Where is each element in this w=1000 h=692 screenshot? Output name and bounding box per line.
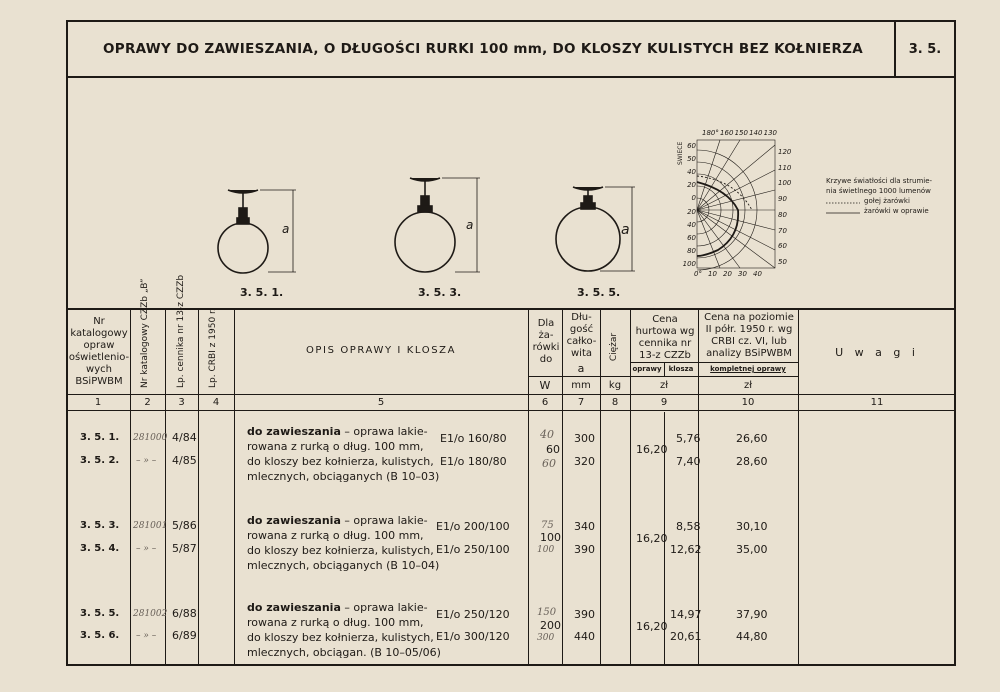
price-complete: 26,60	[736, 432, 768, 445]
price-luminaire: 16,20	[636, 620, 668, 633]
description-bold: do zawieszania	[247, 425, 341, 438]
unit-kg: kg	[608, 380, 622, 391]
column-number: 6	[541, 397, 549, 408]
column-divider	[130, 308, 131, 666]
column-number: 11	[870, 397, 884, 408]
subheader-globe: klosza	[668, 365, 694, 373]
scale-tick: 100	[682, 259, 696, 268]
description-bold: do zawieszania	[247, 601, 341, 614]
description-text: – oprawa lakie-	[340, 601, 428, 614]
header-weight: Ciężar	[609, 332, 619, 362]
price-globe: 20,61	[670, 630, 702, 643]
column-number: 1	[94, 397, 102, 408]
scale-tick: 100	[778, 179, 792, 188]
header-bulb-wattage: Dla ża- rówki do	[532, 318, 560, 365]
czzb-number: – » –	[136, 456, 157, 466]
price-globe: 14,97	[670, 608, 702, 621]
unit-watt: W	[539, 379, 551, 392]
description-line: rowana z rurką o dług. 100 mm,	[247, 616, 424, 629]
unit-zloty: zł	[659, 380, 669, 391]
subheader-complete-luminaire: kompletnej oprawy	[710, 365, 786, 373]
description-line: rowana z rurką o dług. 100 mm,	[247, 440, 424, 453]
scale-tick: 60	[778, 242, 787, 251]
price-globe: 12,62	[670, 543, 702, 556]
price-list-number: 4/85	[172, 454, 197, 467]
wattage-handwritten: 300	[537, 633, 555, 643]
lamp-label: 3. 5. 5.	[577, 286, 621, 299]
scale-tick: 70	[778, 226, 787, 235]
scale-tick: 60	[687, 233, 696, 242]
angle-tick: 150	[734, 129, 748, 137]
scale-tick: 40	[687, 168, 696, 177]
price-globe: 8,58	[676, 520, 701, 533]
lamp-label: 3. 5. 3.	[418, 286, 462, 299]
price-complete: 28,60	[736, 455, 768, 468]
socket-globe-size: E1/o 180/80	[440, 455, 507, 468]
polar-scale-title: SWIECE	[677, 141, 684, 165]
price-list-number: 4/84	[172, 431, 197, 444]
unit-zloty: zł	[743, 380, 753, 391]
header-remarks: U w a g i	[835, 346, 919, 359]
unit-mm: mm	[571, 380, 591, 391]
price-list-number: 6/88	[172, 607, 197, 620]
description-line: mlecznych, obciąganych (B 10–04)	[247, 559, 440, 572]
catalog-number: 3. 5. 4.	[80, 543, 120, 554]
wattage-handwritten: 100	[537, 545, 555, 555]
catalog-number: 3. 5. 2.	[80, 455, 120, 466]
scale-tick: 120	[778, 148, 792, 156]
wattage: 100	[540, 531, 561, 544]
angle-tick: 160	[720, 129, 734, 137]
polar-right-scale	[778, 148, 791, 266]
description	[247, 600, 441, 660]
header-catalog-number: Nr katalogowy opraw oświetlenio- wych BSiPWBM	[68, 316, 130, 387]
legend-line: Krzywe światłości dla strumie-	[826, 177, 933, 185]
column-number: 3	[178, 397, 185, 408]
angle-tick: 140	[749, 129, 763, 137]
legend-item: żarówki w oprawie	[864, 207, 929, 215]
scale-tick: 20	[687, 181, 696, 190]
czzb-number: – » –	[136, 631, 157, 641]
description-line: do kloszy bez kołnierza, kulistych,	[247, 455, 434, 468]
dimension-label: a	[621, 222, 630, 238]
page-header	[66, 20, 956, 78]
dimension-label: a	[282, 222, 290, 236]
column-number: 9	[660, 397, 668, 408]
legend-item: gołej żarówki	[864, 197, 910, 205]
description-text: – oprawa lakie-	[340, 514, 428, 527]
description-bold: do zawieszania	[247, 514, 341, 527]
description-line: do kloszy bez kołnierza, kulistych,	[247, 544, 434, 557]
socket-globe-size: E1/o 160/80	[440, 432, 507, 445]
angle-tick: 40	[753, 270, 762, 278]
figure-area	[66, 78, 956, 308]
scale-tick: 60	[687, 142, 696, 150]
column-divider	[234, 308, 235, 666]
scale-tick: 50	[687, 155, 696, 164]
total-length: 320	[574, 455, 595, 468]
price-list-number: 5/86	[172, 519, 197, 532]
description	[247, 424, 439, 484]
price-list-number: 6/89	[172, 629, 197, 642]
header-wholesale-price: Cena hurtowa wg cennika nr 13-z CZZb	[635, 314, 695, 361]
page-title: OPRAWY DO ZAWIESZANIA, O DŁUGOŚCI RURKI 100 mm, DO KLOSZY KULISTYCH BEZ KOŁNIERZA	[103, 41, 863, 57]
dimension-label: a	[466, 218, 474, 232]
row-divider	[66, 410, 956, 411]
price-luminaire: 16,20	[636, 443, 668, 456]
column-number: 2	[144, 397, 151, 408]
header-1950-price: Cena na poziomie II półr. 1950 r. wg CRBI cz. VI, lub analizy BSiPWBM	[704, 312, 794, 359]
lamp-label: 3. 5. 1.	[240, 286, 284, 299]
polar-left-scale	[678, 142, 696, 268]
polar-top-scale	[702, 129, 777, 137]
scale-tick: 90	[778, 195, 787, 204]
catalog-number: 3. 5. 3.	[80, 520, 120, 531]
total-length: 390	[574, 543, 595, 556]
column-divider	[600, 308, 601, 666]
total-length: 440	[574, 630, 595, 643]
scale-tick: 20	[687, 207, 696, 216]
column-divider	[528, 308, 529, 666]
angle-tick: 0°	[694, 270, 702, 278]
description-line: mlecznych, obciągan. (B 10–05/06)	[247, 646, 441, 659]
legend-line: nia świetlnego 1000 lumenów	[826, 187, 931, 195]
total-length: 300	[574, 432, 595, 445]
total-length: 390	[574, 608, 595, 621]
wattage: 200	[540, 619, 561, 632]
scale-tick: 0	[691, 194, 696, 203]
column-number: 7	[577, 397, 585, 408]
price-luminaire: 16,20	[636, 532, 668, 545]
column-number: 5	[377, 397, 385, 408]
wattage-handwritten: 150	[537, 607, 557, 618]
wattage-handwritten: 40	[540, 428, 554, 441]
czzb-number: 281002	[133, 609, 168, 619]
header-total-length: Dłu- gość całko- wita	[566, 312, 597, 359]
header-czzb-number: Nr katalogowy CZZb „B”	[140, 278, 150, 388]
scale-tick: 80	[687, 246, 696, 255]
description-text: – oprawa lakie-	[340, 425, 428, 438]
description-line: do kloszy bez kołnierza, kulistych,	[247, 631, 434, 644]
column-number: 8	[611, 397, 619, 408]
angle-tick: 20	[723, 270, 732, 278]
description-line: rowana z rurką o dług. 100 mm,	[247, 529, 424, 542]
column-number: 10	[741, 397, 755, 408]
price-complete: 35,00	[736, 543, 768, 556]
column-number: 4	[212, 397, 220, 408]
czzb-number: 281001	[133, 521, 168, 531]
price-globe: 5,76	[676, 432, 701, 445]
price-complete: 30,10	[736, 520, 768, 533]
scale-tick: 50	[778, 257, 787, 266]
catalog-number: 3. 5. 6.	[80, 630, 120, 641]
header-price-list-number: Lp. cennika nr 13-z CZZb	[176, 274, 186, 388]
catalog-number: 3. 5. 1.	[80, 432, 120, 443]
header-crbi-number: Lp. CRBI z 1950 r.	[208, 308, 218, 388]
price-list-number: 5/87	[172, 542, 197, 555]
row-divider	[66, 394, 956, 395]
angle-tick: 10	[708, 270, 717, 278]
length-symbol: a	[577, 362, 585, 375]
socket-globe-size: E1/o 200/100	[436, 520, 510, 533]
socket-globe-size: E1/o 250/120	[436, 608, 510, 621]
column-divider	[198, 308, 199, 666]
description	[247, 513, 439, 573]
wattage: 60	[546, 443, 560, 456]
socket-globe-size: E1/o 250/100	[436, 543, 510, 556]
total-length: 340	[574, 520, 595, 533]
czzb-number: 281000	[133, 433, 168, 443]
angle-tick: 180°	[702, 129, 719, 137]
subheader-luminaire: oprawy	[632, 365, 662, 373]
wattage-handwritten: 60	[542, 457, 556, 470]
section-number: 3. 5.	[894, 22, 954, 76]
czzb-number: – » –	[136, 544, 157, 554]
price-complete: 37,90	[736, 608, 768, 621]
wattage-handwritten: 75	[541, 520, 554, 531]
socket-globe-size: E1/o 300/120	[436, 630, 510, 643]
price-complete: 44,80	[736, 630, 768, 643]
angle-tick: 130	[763, 129, 777, 137]
scale-tick: 80	[778, 210, 787, 219]
polar-legend	[826, 176, 932, 216]
header-description: OPIS OPRAWY I KLOSZA	[305, 345, 457, 356]
catalog-number: 3. 5. 5.	[80, 608, 120, 619]
row-divider	[528, 376, 798, 377]
angle-tick: 30	[738, 270, 747, 278]
description-line: mlecznych, obciąganych (B 10–03)	[247, 470, 440, 483]
price-globe: 7,40	[676, 455, 701, 468]
row-divider	[630, 362, 798, 363]
scale-tick: 40	[687, 220, 696, 229]
scale-tick: 110	[778, 163, 792, 172]
column-divider	[798, 308, 799, 666]
polar-bottom-scale	[694, 270, 762, 278]
